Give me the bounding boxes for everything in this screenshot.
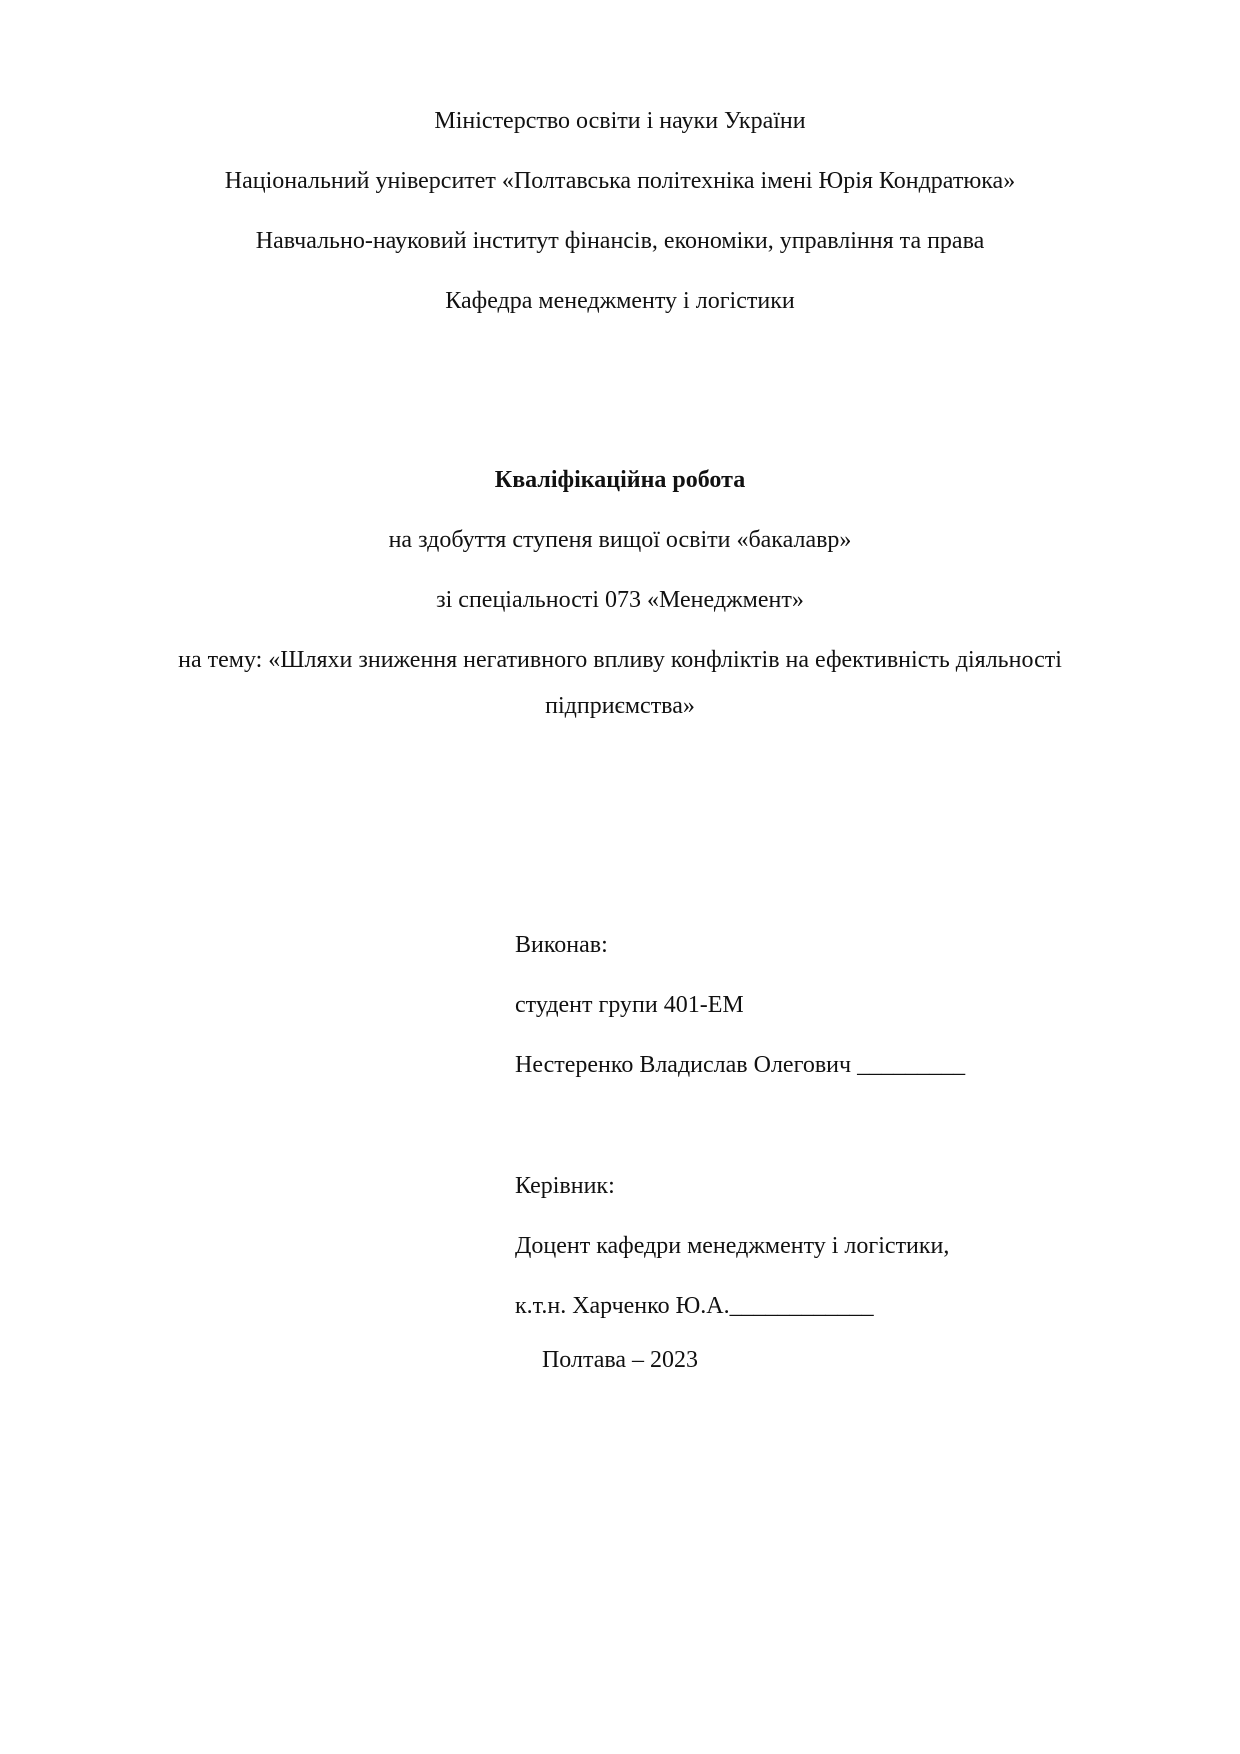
institute-line: Навчально-науковий інститут фінансів, економіки, управління та права: [255, 228, 985, 254]
supervisor-position-line: Доцент кафедри менеджменту і логістики,: [515, 1233, 950, 1259]
ministry-line: Міністерство освіти і науки України: [434, 108, 806, 134]
topic-line: на тему: «Шляхи зниження негативного впливу конфліктів на ефективність діяльності підприємства»: [178, 647, 1062, 719]
footer-block: [115, 1337, 1125, 1397]
city-year-line: Полтава – 2023: [541, 1347, 699, 1373]
performed-label: Виконав:: [515, 932, 608, 958]
supervisor-name-line: к.т.н. Харченко Ю.А.____________: [515, 1293, 874, 1319]
department-line: Кафедра менеджменту і логістики: [445, 288, 795, 314]
author-block: [515, 922, 1135, 1102]
thesis-title: Кваліфікаційна робота: [494, 467, 746, 493]
degree-line: на здобуття ступеня вищої освіти «бакалавр»: [388, 527, 852, 553]
header-block: [115, 98, 1125, 338]
student-group-line: студент групи 401-ЕМ: [515, 992, 744, 1018]
student-name-line: Нестеренко Владислав Олегович _________: [515, 1052, 966, 1078]
supervisor-label: Керівник:: [515, 1173, 615, 1199]
speciality-line: зі спеціальності 073 «Менеджмент»: [436, 587, 804, 613]
supervisor-block: [515, 1163, 1135, 1343]
university-line: Національний університет «Полтавська політехніка імені Юрія Кондратюка»: [224, 168, 1016, 194]
title-block: [170, 457, 1070, 743]
